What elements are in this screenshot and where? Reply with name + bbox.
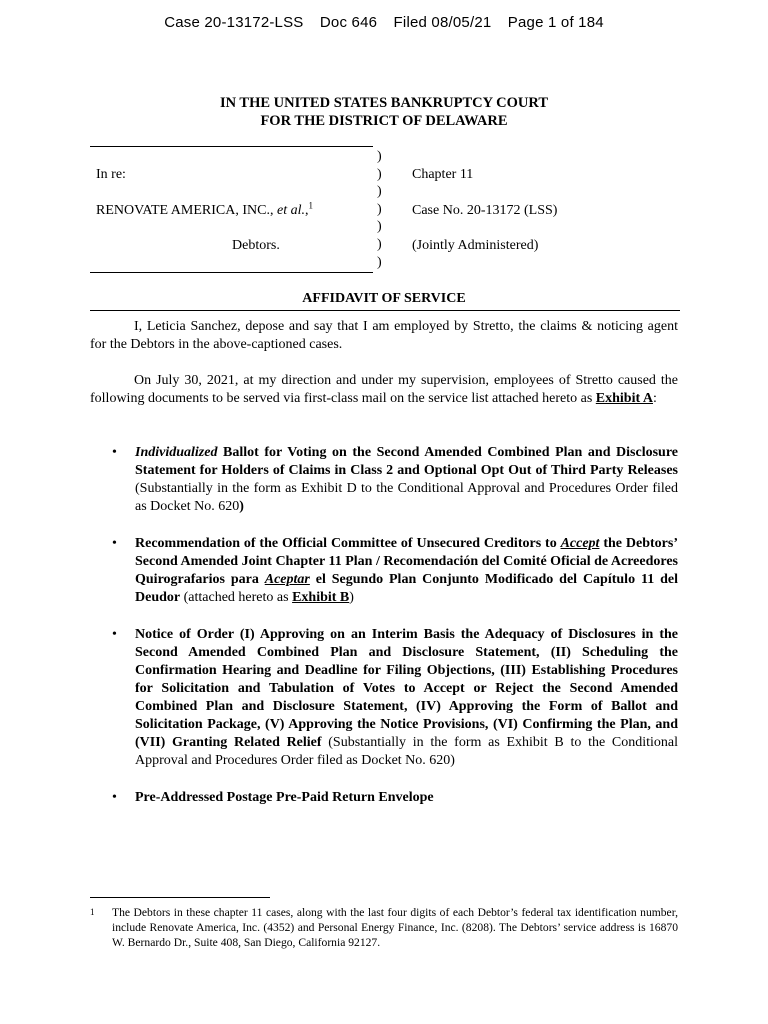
caption-paren: )	[377, 254, 382, 270]
page-count-stamp: Page 1 of 184	[507, 14, 604, 31]
title-rule	[90, 310, 680, 311]
paragraph-declarant: I, Leticia Sanchez, depose and say that I am employed by Stretto, the claims & noticing agent for the Debtors in the above-captioned cases.	[90, 319, 678, 352]
case-number-stamp: Case 20-13172-LSS	[164, 14, 304, 31]
document-title: AFFIDAVIT OF SERVICE	[302, 291, 466, 306]
item-bold: Ballot for Voting on the Second Amended Combined Plan and Disclosure Statement for Holders of Claims in Class 2 and Optional Opt Out of Third Party Releases	[135, 445, 678, 478]
exhibit-b-ref: Exhibit B	[292, 590, 350, 605]
doc-number-stamp: Doc 646	[319, 14, 378, 31]
item-bold: Notice of Order (I) Approving on an Interim Basis the Adequacy of Disclosures in the Second Amended Combined Plan and Disclosure Statement, (II) Scheduling the Confirmation Hearing and Deadline for Filing Objections, (III) Establishing Procedures for Solicitation and Tabulation of Votes to Accept or Reject the Second Amended Combined Plan and Disclosure Statement, (IV) Approving the Form of Ballot and Solicitation Package, (V) Approving the Notice Provisions, (VI) Confirming the Plan, and (VII) Granting Related Relief	[135, 627, 678, 750]
served-documents-list	[90, 444, 678, 826]
footnote-rule	[90, 897, 270, 898]
case-number: Case No. 20-13172 (LSS)	[412, 203, 558, 218]
chapter-label: Chapter 11	[412, 167, 474, 182]
in-re-label: In re:	[96, 167, 126, 182]
item-bold: Recommendation of the Official Committee of Unsecured Creditors to	[135, 536, 561, 551]
bullet-icon: •	[112, 445, 117, 460]
debtor-name	[96, 202, 313, 219]
court-district: FOR THE DISTRICT OF DELAWARE	[260, 113, 508, 129]
item-bold: the Debtors’ Second Amended Joint Chapter 11 Plan / Recomendación del Comité Oficial de Acreedores Quirografarios para	[135, 536, 678, 587]
caption-paren: )	[377, 149, 382, 164]
item-italic: Individualized	[135, 445, 218, 460]
jointly-administered: (Jointly Administered)	[412, 238, 539, 253]
court-name: IN THE UNITED STATES BANKRUPTCY COURT	[219, 95, 549, 111]
filing-header	[0, 14, 768, 31]
service-text-end: :	[653, 391, 657, 406]
bullet-icon: •	[112, 627, 117, 642]
filed-date-stamp: Filed 08/05/21	[393, 14, 492, 31]
aceptar-emphasis: Aceptar	[264, 572, 310, 587]
exhibit-a-ref: Exhibit A	[595, 391, 653, 406]
list-item	[90, 626, 678, 770]
item-normal: (attached hereto as	[180, 590, 293, 605]
footnote	[90, 905, 678, 950]
service-text: On July 30, 2021, at my direction and under my supervision, employees of Stretto caused the following documents to be served via first-class mail on the service list attached hereto as	[90, 373, 678, 406]
list-item	[90, 789, 678, 807]
caption-paren: )	[377, 166, 382, 182]
case-caption	[90, 146, 690, 274]
list-item	[90, 444, 678, 516]
accept-emphasis: Accept	[560, 536, 600, 551]
et-al: et al.	[276, 203, 305, 218]
item-normal: (Substantially in the form as Exhibit B to the Conditional Approval and Procedures Order filed as Docket No. 620)	[135, 735, 678, 768]
item-bold: el Segundo Plan Conjunto Modificado del Capítulo 11 del Deudor	[135, 572, 678, 605]
footnote-text: The Debtors in these chapter 11 cases, along with the last four digits of each Debtor’s federal tax identification number, include Renovate America, Inc. (4352) and Personal Energy Finance, Inc. (8208). The Debtors’ service address is 16870 W. Bernardo Dr., Suite 408, San Diego, California 92127.	[112, 906, 678, 949]
bullet-icon: •	[112, 536, 117, 551]
caption-paren: )	[377, 219, 382, 235]
caption-paren: )	[377, 201, 382, 217]
list-item	[90, 535, 678, 607]
caption-paren: )	[377, 184, 382, 200]
item-bold: Pre-Addressed Postage Pre-Paid Return Envelope	[135, 790, 434, 805]
caption-bottom-rule	[90, 272, 373, 273]
paragraph-service	[90, 372, 678, 408]
caption-paren: )	[377, 237, 382, 252]
item-close: )	[349, 590, 354, 605]
bullet-icon: •	[112, 790, 117, 805]
footnote-ref: 1	[308, 200, 313, 211]
court-heading	[0, 94, 768, 130]
caption-top-rule	[90, 146, 373, 147]
debtor-comma: ,	[304, 203, 309, 218]
item-close: )	[239, 499, 244, 514]
footnote-mark: 1	[90, 907, 95, 917]
debtor-name-text: RENOVATE AMERICA, INC.,	[96, 203, 277, 218]
item-normal: (Substantially in the form as Exhibit D to the Conditional Approval and Procedures Order filed as Docket No. 620	[135, 481, 678, 514]
debtors-label: Debtors.	[232, 238, 280, 253]
